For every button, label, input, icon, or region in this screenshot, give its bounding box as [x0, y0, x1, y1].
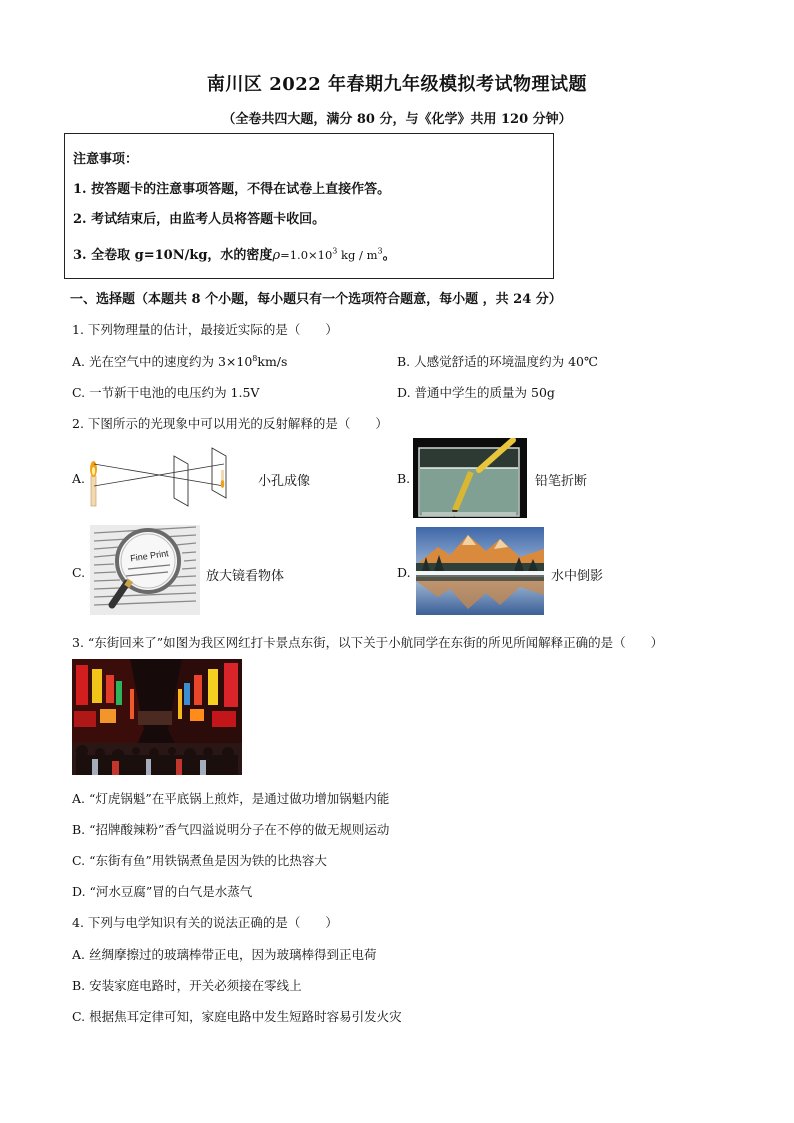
page-subtitle: （全卷共四大题，满分 80 分，与《化学》共用 120 分钟） [222, 112, 572, 127]
density-exponent: 3 [332, 246, 338, 256]
question-1-option-a: A. 光在空气中的速度约为 $3\times 10^8km/s$ [72, 353, 288, 369]
question-4-option-c: C. 根据焦耳定律可知，家庭电路中发生短路时容易引发火灾 [72, 1009, 402, 1024]
question-4-stem: 4. 下列与电学知识有关的说法正确的是（ ） [72, 915, 338, 930]
question-3-option-b: B. “招牌酸辣粉”香气四溢说明分子在不停的做无规则运动 [72, 822, 390, 837]
notice-box [64, 133, 554, 279]
reflection-figure [416, 527, 544, 615]
density-end: 。 [382, 248, 396, 263]
notice-heading: 注意事项： [73, 152, 139, 167]
question-2-option-b-caption: 铅笔折断 [535, 474, 588, 489]
question-3-option-c: C. “东街有鱼”用铁锅煮鱼是因为铁的比热容大 [72, 853, 327, 868]
density-symbol: ρ [272, 248, 281, 263]
question-2-option-c-caption: 放大镜看物体 [206, 569, 285, 584]
question-2-option-c-label: C. [72, 565, 86, 580]
section-heading: 一、选择题（本题共 8 个小题，每小题只有一个选项符合题意，每小题 ，共 24 分） [70, 292, 562, 307]
notice-item-3 [73, 244, 396, 263]
question-1-stem: 1. 下列物理量的估计，最接近实际的是（ ） [72, 322, 338, 337]
density-unit-exp: 3 [377, 246, 383, 256]
notice-item-2: 2. 考试结束后，由监考人员将答题卡收回。 [73, 212, 326, 227]
question-3-option-d: D. “河水豆腐”冒的白气是水蒸气 [72, 884, 253, 899]
question-4-option-a: A. 丝绸摩擦过的玻璃棒带正电，因为玻璃棒得到正电荷 [72, 947, 377, 962]
question-1-option-d: D. 普通中学生的质量为 50g [397, 385, 555, 400]
question-1-option-c: C. 一节新干电池的电压约为 1.5V [72, 385, 260, 400]
magnifier-figure [90, 525, 200, 615]
question-2-stem: 2. 下图所示的光现象中可以用光的反射解释的是（ ） [72, 416, 388, 431]
page-title: 南川区 2022 年春期九年级模拟考试物理试题 [206, 74, 588, 95]
question-3-stem: 3. “东街回来了”如图为我区网红打卡景点东街，以下关于小航同学在东街的所见所闻解释正确的是（ ） [72, 635, 664, 650]
question-3-option-a: A. “灯虎锅魁”在平底锅上煎炸，是通过做功增加锅魁内能 [72, 791, 390, 806]
question-2-option-d-caption: 水中倒影 [551, 569, 604, 584]
magnifier-fine-print-text: Fine Print [129, 548, 170, 564]
density-unit: kg / m [341, 248, 378, 262]
pinhole-camera-figure [84, 442, 244, 514]
notice-item-1: 1. 按答题卡的注意事项答题，不得在试卷上直接作答。 [73, 182, 391, 197]
density-value: =1.0×10 [280, 248, 333, 262]
pencil-in-water-figure [413, 438, 527, 518]
question-2-option-d-label: D. [397, 565, 411, 580]
question-2-option-b-label: B. [397, 471, 411, 486]
question-2-option-a-label: A. [72, 471, 86, 486]
question-4-option-b: B. 安装家庭电路时，开关必须接在零线上 [72, 978, 302, 993]
question-1-option-b: B. 人感觉舒适的环境温度约为 40℃ [397, 354, 598, 369]
street-photo-figure [72, 659, 242, 775]
question-2-option-a-caption: 小孔成像 [258, 474, 311, 489]
notice-item-3-text: 3. 全卷取 g=10N/kg，水的密度 [73, 248, 273, 263]
